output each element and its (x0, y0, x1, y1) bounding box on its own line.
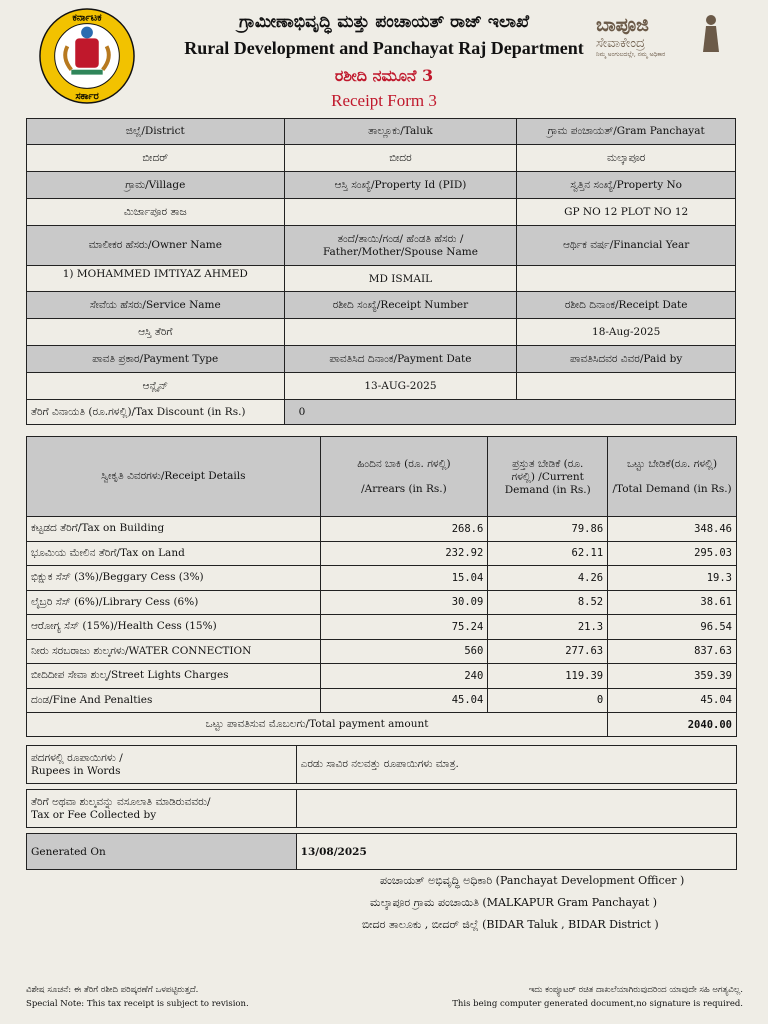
collected-by-value (296, 790, 736, 828)
receipt-cell-current: 79.86 (488, 517, 608, 542)
table-row (27, 566, 737, 591)
tax-discount-value: 0 (284, 400, 735, 425)
arrears-header-line1: ಹಿಂದಿನ ಬಾಕಿ (ರೂ. ಗಳಲ್ಲಿ) (357, 458, 451, 470)
receipt-cell-label: ನೀರು ಸರಬರಾಜು ಶುಲ್ಕಗಳು/WATER CONNECTION (27, 639, 321, 664)
receipt-cell-label: ಭೂಮಿಯ ಮೇಲಿನ ತೆರಿಗೆ/Tax on Land (27, 541, 321, 566)
receipt-cell-arrears: 15.04 (320, 566, 488, 591)
service-name-header: ಸೇವೆಯ ಹೆಸರು/Service Name (27, 292, 285, 319)
receipt-cell-total: 348.46 (608, 517, 737, 542)
words-label-line2: Rupees in Words (31, 765, 121, 777)
receipt-cell-current: 62.11 (488, 541, 608, 566)
rupees-in-words-label (27, 746, 297, 784)
receipt-cell-total: 45.04 (608, 688, 737, 713)
spouse-header-line1: ತಂದೆ/ತಾಯಿ/ಗಂಡ/ ಹೆಂಡತಿ ಹೆಸರು / (337, 233, 464, 245)
payment-type-value: ಆನ್ಲೈನ್ (27, 373, 285, 400)
current-header-line1: ಪ್ರಸ್ತುತ ಬೇಡಿಕೆ (ರೂ. (512, 457, 584, 470)
receipt-cell-arrears: 232.92 (320, 541, 488, 566)
receipt-number-value (284, 319, 517, 346)
receipt-details-header: ಸ್ವೀಕೃತಿ ವಿವರಗಳು/Receipt Details (27, 437, 321, 517)
form-title: Receipt Form 3 (331, 91, 437, 110)
taluk-header: ತಾಲ್ಲೂಕು/Taluk (284, 119, 517, 145)
receipt-cell-arrears: 240 (320, 664, 488, 689)
table-row (27, 834, 737, 870)
total-header-line2: /Total Demand (in Rs.) (612, 483, 732, 495)
receipt-cell-label: ಕಟ್ಟಡದ ತೆರಿಗೆ/Tax on Building (27, 517, 321, 542)
receipt-cell-total: 359.39 (608, 664, 737, 689)
receipt-cell-current: 0 (488, 688, 608, 713)
receipt-cell-total: 837.63 (608, 639, 737, 664)
generated-on-value: 13/08/2025 (296, 834, 736, 870)
payment-summary-table (26, 745, 737, 870)
receipt-cell-label: ಭಿಕ್ಷುಕ ಸೆಸ್ (3%)/Beggary Cess (3%) (27, 566, 321, 591)
department-title-kannada: ಗ್ರಾಮೀಣಾಭಿವೃದ್ಧಿ ಮತ್ತು ಪಂಚಾಯತ್ ರಾಜ್ ಇಲಾಖೆ (238, 12, 530, 32)
table-row (27, 319, 736, 346)
spouse-name-value: MD ISMAIL (284, 266, 517, 292)
receipt-cell-current: 4.26 (488, 566, 608, 591)
total-payment-label: ಒಟ್ಟು ಪಾವತಿಸುವ ಮೊಬಲಗು/Total payment amount (27, 713, 608, 737)
table-row (27, 639, 737, 664)
paid-by-value (517, 373, 736, 400)
table-row (27, 119, 736, 145)
receipt-cell-label: ದಂಡ/Fine And Penalties (27, 688, 321, 713)
emblem-top-text: ಕರ್ನಾಟಕ (72, 12, 102, 24)
receipt-cell-current: 21.3 (488, 615, 608, 640)
generated-on-label: Generated On (27, 834, 297, 870)
property-id-value (284, 199, 517, 226)
special-note: Special Note: This tax receipt is subject to revision. (26, 999, 249, 1009)
receipt-cell-current: 277.63 (488, 639, 608, 664)
officer-panchayat: ಮಲ್ಕಾಪೂರ ಗ್ರಾಮ ಪಂಚಾಯಿತಿ (MALKAPUR Gram Panchayat ) (370, 896, 658, 909)
footer-note-right (452, 985, 743, 1009)
table-row (27, 713, 737, 737)
taluk-value: ಬೀದರ (284, 145, 517, 172)
property-no-value: GP NO 12 PLOT NO 12 (517, 199, 736, 226)
table-row (27, 664, 737, 689)
computer-generated-note: This being computer generated document,no signature is required. (452, 999, 743, 1009)
current-header-line3: Demand (in Rs.) (504, 483, 591, 496)
collector-label-line1: ತೆರಿಗೆ ಅಥವಾ ಶುಲ್ಕವನ್ನು ವಸೂಲಾತಿ ಮಾಡಿರುವವರು/ (31, 796, 211, 808)
receipt-cell-current: 8.52 (488, 590, 608, 615)
service-name-value: ಆಸ್ತಿ ತೆರಿಗೆ (27, 319, 285, 346)
village-header: ಗ್ರಾಮ/Village (27, 172, 285, 199)
table-row (27, 790, 737, 828)
tax-discount-label: ತೆರಿಗೆ ವಿನಾಯತಿ (ರೂ.ಗಳಲ್ಲಿ)/Tax Discount (in Rs.) (27, 400, 285, 425)
special-note-kannada: ವಿಶೇಷ ಸೂಚನೆ: ಈ ತೆರಿಗೆ ರಶೀದಿ ಪರಿಷ್ಕರಣೆಗೆ ಒಳಪಟ್ಟಿರುತ್ತದೆ. (26, 985, 199, 995)
total-demand-header (608, 437, 737, 517)
gram-panchayat-header: ಗ್ರಾಮ ಪಂಚಾಯತ್/Gram Panchayat (517, 119, 736, 145)
table-row (27, 517, 737, 542)
receipt-cell-arrears: 75.24 (320, 615, 488, 640)
emblem-bottom-text: ಸರ್ಕಾರ (75, 91, 99, 103)
property-id-header: ಆಸ್ತಿ ಸಂಖ್ಯೆ/Property Id (PID) (284, 172, 517, 199)
owner-name-value: 1) MOHAMMED IMTIYAZ AHMED (27, 266, 285, 292)
receipt-date-header: ರಶೀದಿ ದಿನಾಂಕ/Receipt Date (517, 292, 736, 319)
receipt-cell-label: ಬೀದಿದೀಪ ಸೇವಾ ಶುಲ್ಕ/Street Lights Charges (27, 664, 321, 689)
current-header-line2: ಗಳಲ್ಲಿ) /Current (511, 470, 584, 483)
officer-designation: ಪಂಚಾಯತ್ ಅಭಿವೃದ್ಧಿ ಅಧಿಕಾರಿ (Panchayat Development Officer ) (380, 874, 685, 887)
table-row (27, 292, 736, 319)
payment-date-value: 13-AUG-2025 (284, 373, 517, 400)
bapuji-tagline: ನಿಮ್ಮ ಅಂಗುಲದಲ್ಲೇ, ನಮ್ಮ ಅಧಿಕಾರ (596, 51, 666, 58)
bapuji-subtitle: ಸೇವಾಕೇಂದ್ರ (596, 36, 645, 51)
form-title-kannada: ರಶೀದಿ ನಮೂನೆ 3 (334, 66, 434, 85)
gram-panchayat-value: ಮಲ್ಕಾಪೂರ (517, 145, 736, 172)
table-row (27, 145, 736, 172)
table-row (27, 172, 736, 199)
words-label-line1: ಪದಗಳಲ್ಲಿ ರೂಪಾಯಿಗಳು / (31, 752, 123, 764)
table-row (27, 199, 736, 226)
table-row (27, 373, 736, 400)
table-row (27, 400, 736, 425)
table-row (27, 226, 736, 266)
collector-label-line2: Tax or Fee Collected by (31, 809, 157, 821)
financial-year-value (517, 266, 736, 292)
arrears-header (320, 437, 488, 517)
arrears-header-line2: /Arrears (in Rs.) (361, 483, 447, 495)
payment-date-header: ಪಾವತಿಸಿದ ದಿನಾಂಕ/Payment Date (284, 346, 517, 373)
table-row (27, 437, 737, 517)
table-row (27, 688, 737, 713)
receipt-details-table (26, 436, 737, 737)
receipt-cell-arrears: 30.09 (320, 590, 488, 615)
paid-by-header: ಪಾವತಿಸಿದವರ ವಿವರ/Paid by (517, 346, 736, 373)
receipt-cell-arrears: 45.04 (320, 688, 488, 713)
receipt-cell-label: ಲೈಬ್ರರಿ ಸೆಸ್ (6%)/Library Cess (6%) (27, 590, 321, 615)
district-header: ಜಿಲ್ಲೆ/District (27, 119, 285, 145)
receipt-number-header: ರಶೀದಿ ಸಂಖ್ಯೆ/Receipt Number (284, 292, 517, 319)
receipt-cell-total: 96.54 (608, 615, 737, 640)
receipt-cell-arrears: 268.6 (320, 517, 488, 542)
collected-by-label (27, 790, 297, 828)
owner-name-header: ಮಾಲೀಕರ ಹೆಸರು/Owner Name (27, 226, 285, 266)
table-row (27, 266, 736, 292)
financial-year-header: ಆರ್ಥಿಕ ವರ್ಷ/Financial Year (517, 226, 736, 266)
village-value: ಮಿರ್ಜಾಪೂರ ತಾಜ (27, 199, 285, 226)
payment-type-header: ಪಾವತಿ ಪ್ರಕಾರ/Payment Type (27, 346, 285, 373)
receipt-cell-total: 19.3 (608, 566, 737, 591)
receipt-cell-label: ಆರೋಗ್ಯ ಸೆಸ್ (15%)/Health Cess (15%) (27, 615, 321, 640)
receipt-cell-arrears: 560 (320, 639, 488, 664)
table-row (27, 590, 737, 615)
property-no-header: ಸ್ವತ್ತಿನ ಸಂಖ್ಯೆ/Property No (517, 172, 736, 199)
computer-generated-note-kannada: ಇದು ಕಂಪ್ಯೂಟರ್ ರಚಿತ ದಾಖಲೆಯಾಗಿರುವುದರಿಂದ ಯಾವುದೇ ಸಹಿ ಅಗತ್ಯವಿಲ್ಲ. (528, 985, 743, 995)
receipt-cell-current: 119.39 (488, 664, 608, 689)
officer-location: ಬೀದರ ತಾಲೂಕು , ಬೀದರ್ ಜಿಲ್ಲೆ (BIDAR Taluk , BIDAR District ) (362, 918, 659, 931)
bapuji-title: ಬಾಪೂಜಿ (596, 14, 649, 36)
footer-note-left (26, 985, 249, 1009)
total-header-line1: ಒಟ್ಟು ಬೇಡಿಕೆ(ರೂ. ಗಳಲ್ಲಿ) (626, 458, 718, 470)
receipt-date-value: 18-Aug-2025 (517, 319, 736, 346)
table-row (27, 346, 736, 373)
spouse-name-header (284, 226, 517, 266)
table-row (27, 746, 737, 784)
district-value: ಬೀದರ್ (27, 145, 285, 172)
table-row (27, 541, 737, 566)
department-title: Rural Development and Panchayat Raj Department (184, 38, 584, 58)
receipt-cell-total: 38.61 (608, 590, 737, 615)
rupees-in-words-value: ಎರಡು ಸಾವಿರ ನಲವತ್ತು ರೂಪಾಯಿಗಳು ಮಾತ್ರ. (296, 746, 736, 784)
current-demand-header (488, 437, 608, 517)
spouse-header-line2: Father/Mother/Spouse Name (322, 246, 478, 258)
total-payment-value: 2040.00 (608, 713, 737, 737)
property-info-table (26, 118, 736, 425)
table-row (27, 615, 737, 640)
receipt-cell-total: 295.03 (608, 541, 737, 566)
